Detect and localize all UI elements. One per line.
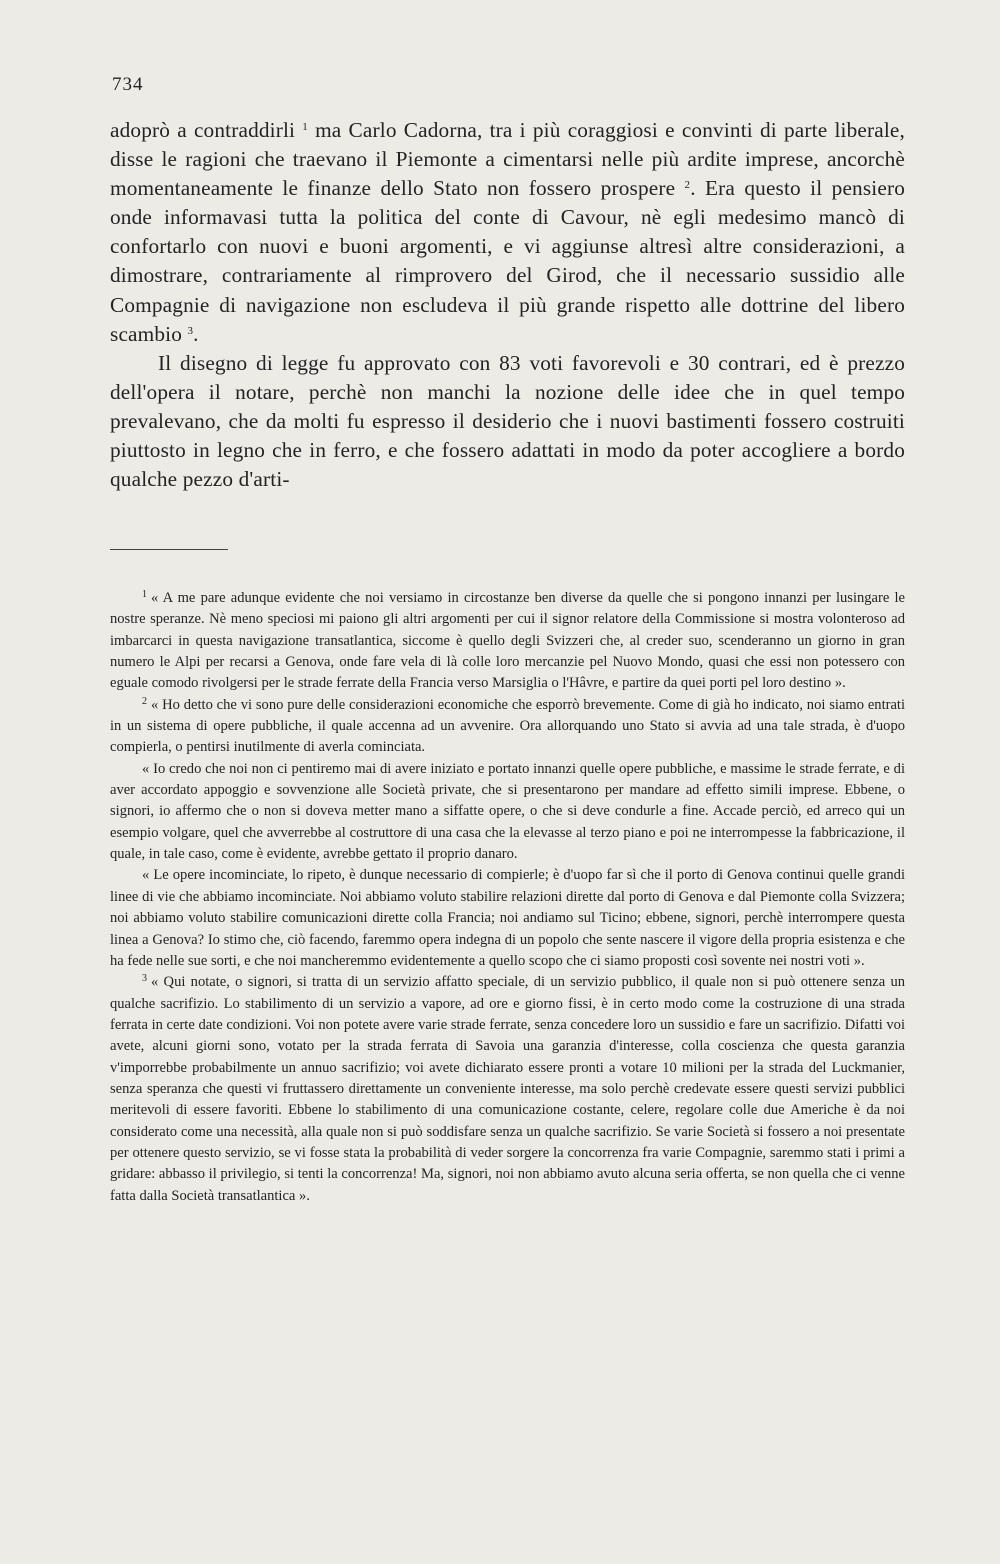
footnote-mark: 2 [142, 695, 147, 707]
footnote-continuation: « Le opere incominciate, lo ripeto, è dunque necessario di compierle; è d'uopo far sì che il porto di Genova continui quelle grandi linee di vie che abbiamo incominciate. Noi abbiamo voluto stabilire relazioni dirette dal porto di Genova e dal Piemonte colla Svizzera; noi abbiamo voluto stabilire comunicazioni dirette colla Francia; noi andiamo sul Ticino; ebbene, signori, perchè interrompere questa linea a Genova? Io stimo che, ciò facendo, faremmo opera indegna di un popolo che sente nascere il vigore della propria esistenza e che ha fede nelle sue sorti, e che noi mancheremmo evidentemente a quello scopo che ci siamo proposti così sovente nei nostri voti ». [110, 867, 905, 969]
footnote: $^2$ « Ho detto che vi sono pure delle considerazioni economiche che esporrò brevemente. Come di già ho indicato, noi siamo entrati in un sistema di opere pubbliche, il quale accenna ad un avvenire. Ora allorquando uno Stato si avvia ad una tale strada, è d'uopo compierla, o pentirsi inutilmente di averla cominciata. [110, 695, 905, 756]
footnote-separator [110, 549, 228, 550]
page-number: 734 [112, 74, 144, 95]
footnote: $^3$ « Qui notate, o signori, si tratta di un servizio affatto speciale, di un servizio pubblico, il quale non si può ottenere senza un qualche sacrifizio. Lo stabilimento di un servizio a vapore, ad ore e giorno fissi, è in certo modo come la costruzione di una strada ferrata in certe date condizioni. Voi non potete avere varie strade ferrate, senza concedere loro un sussidio e fare un sacrifizio. Difatti voi avete, alcuni giorni sono, votato per la strada ferrata di Savoia una garanzia d'interesse, colla coscienza che questa garanzia v'imporrebbe probabilmente un annuo sacrifizio; voi avete dichiarato essere pronti a votare 10 milioni per la strada del Luckmanier, senza speranza che questi vi fruttassero direttamente un conveniente interesse, ma solo perchè credevate essere questi servizi pubblici meritevoli di essere favoriti. Ebbene lo stabilimento di una comunicazione costante, celere, regolare colle due Americhe è da noi considerato come una necessità, alla quale non si può soddisfare senza un qualche sacrifizio. Se varie Società si fossero a noi presentate per ottenere questo servizio, se vi fosse stata la probabilità di veder sorgere la concorrenza fra varie Compagnie, saremmo stati i primi a gridare: abbasso il privilegio, si tenti la concorrenza! Ma, signori, noi non abbiamo avuto alcuna seria offerta, se non quella che ci venne fatta dalla Società transatlantica ». [110, 973, 905, 1204]
main-body-text [110, 116, 905, 494]
footnote-reference: 3 [187, 324, 194, 337]
footnote-mark: 3 [142, 973, 147, 985]
footnote-mark: 1 [142, 589, 147, 600]
footnotes-section [110, 588, 905, 1207]
footnote-reference: 1 [302, 121, 308, 133]
footnote-continuation: « Io credo che noi non ci pentiremo mai di avere iniziato e portato innanzi quelle opere pubbliche, e massime le strade ferrate, e di aver accordato appoggio e sovvenzione alle Società private, che si presentarono per mandare ad effetto simili imprese. Ebbene, o signori, io affermo che o non si doveva metter mano a siffatte opere, o che si deve condurle a fine. Accade perciò, ed arreco qui un esempio volgare, quel che avverrebbe al costruttore di una casa che la elevasse al terzo piano e poi ne interrompesse la fabbricazione, il quale, in tale caso, come è evidente, avrebbe gettato il proprio danaro. [110, 760, 905, 863]
body-paragraph: Il disegno di legge fu approvato con 83 voti favorevoli e 30 contrari, ed è prezzo dell'opera il notare, perchè non manchi la nozione delle idee che in quel tempo prevalevano, che da molti fu espresso il desiderio che i nuovi bastimenti fossero costruiti piuttosto in legno che in ferro, e che fossero adattati in modo da poter accogliere a bordo qualche pezzo d'arti- [110, 350, 905, 492]
footnote-reference: 2 [684, 179, 691, 192]
body-paragraph: adoprò a contraddirli $^1$ ma Carlo Cadorna, tra i più coraggiosi e convinti di parte liberale, disse le ragioni che traevano il Piemonte a cimentarsi nelle più ardite imprese, ancorchè momentaneamente le finanze dello Stato non fossero prospere $^2$. Era questo il pensiero onde informavasi tutta la politica del conte di Cavour, nè egli medesimo mancò di confortarlo con nuovi e buoni argomenti, e vi aggiunse altresì altre considerazioni, a dimostrare, contrariamente al rimprovero del Girod, che il necessario sussidio alle Compagnie di navigazione non escludeva il più grande rispetto alle dottrine del libero scambio $^3$. [110, 118, 906, 346]
footnote: $^1$ « A me pare adunque evidente che noi versiamo in circostanze ben diverse da quelle che si pongono innanzi per lusingare le nostre speranze. Nè meno speciosi mi paiono gli altri argomenti per cui il signor relatore della Commissione si mostra volonteroso ad imbarcarci in questa navigazione transatlantica, siccome è quello degli Svizzeri che, al creder suo, scenderanno un giorno in gran numero le Alpi per recarsi a Genova, onde fare vela di là colle loro mercanzie pel Nuovo Mondo, quasi che essi non potessero con eguale comodo rivolgersi per le strade ferrate della Francia verso Marsiglia o l'Hâvre, e partire da quei porti pel loro destino ». [110, 589, 905, 692]
